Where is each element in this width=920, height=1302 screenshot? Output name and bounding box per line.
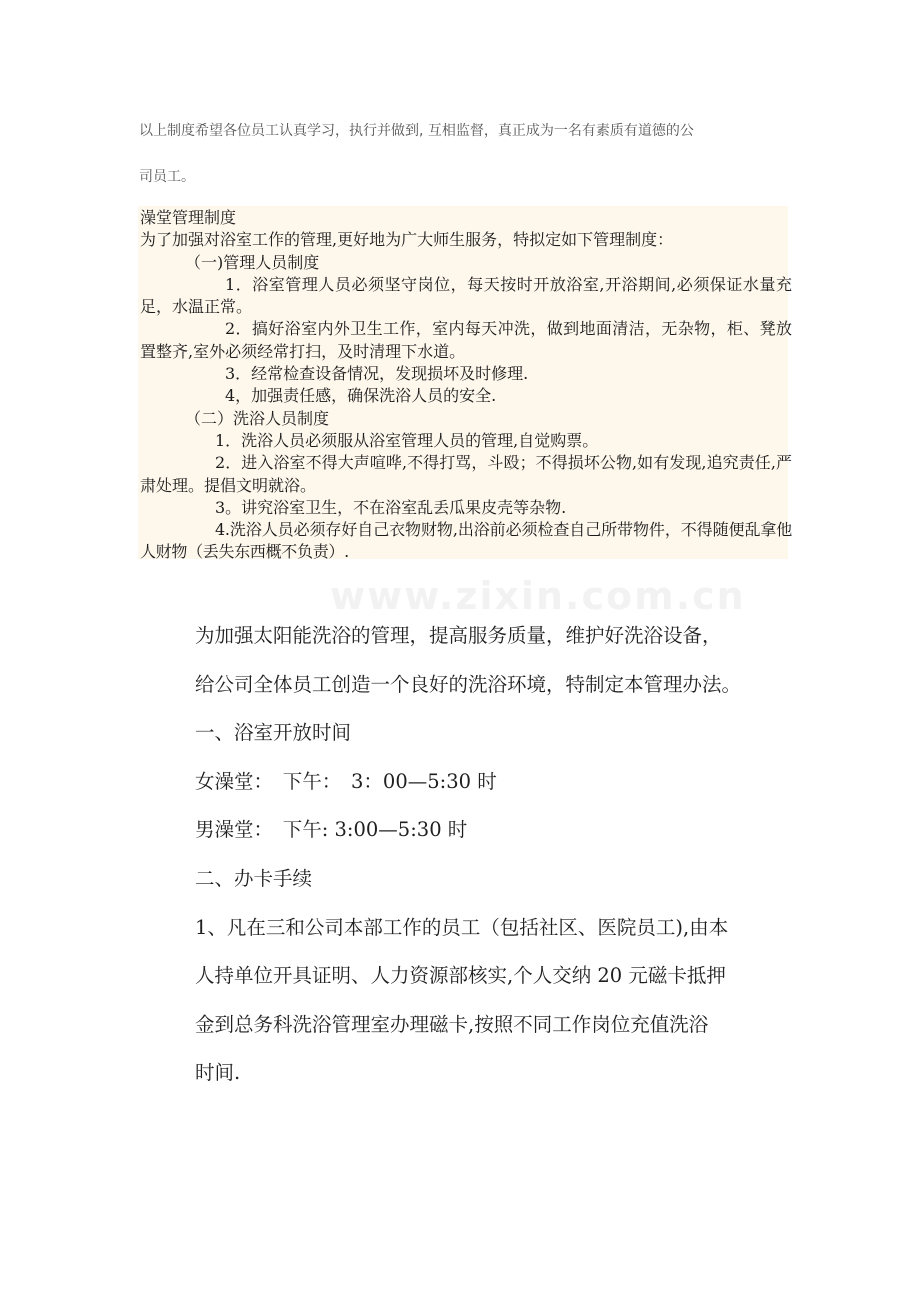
section-heading-opening-hours: 一、浴室开放时间 [195,721,352,745]
watermark: www.zixin.com.cn [330,574,746,618]
intro-paragraph [139,0,789,200]
card-procedure-line-2: 人持单位开具证明、人力资源部核实,个人交纳 20 元磁卡抵押 [195,964,726,988]
section-heading-card-procedure: 二、办卡手续 [195,866,313,890]
intro-line-2: 司员工。 [139,169,195,185]
card-procedure-line-3: 金到总务科洗浴管理室办理磁卡,按照不同工作岗位充值洗浴 [195,1012,709,1036]
section2-item-1: 1．洗浴人员必须服从浴室管理人员的管理,自觉购票。 [215,430,599,450]
section1-item-1: 1．浴室管理人员必须坚守岗位，每天按时开放浴室,开浴期间,必须保证水量充足，水温正常。 [140,274,792,317]
solar-line-1: 为加强太阳能洗浴的管理，提高服务质量，维护好洗浴设备， [195,624,722,647]
women-bath-hours: 女澡堂： 下午： 3：00—5:30 时 [195,769,497,793]
section2-item-2: 2．进入浴室不得大声喧哗,不得打骂，斗殴；不得损坏公物,如有发现,追究责任,严肃处理。提倡文明就浴。 [140,453,792,495]
section1-item-4: 4，加强责任感，确保洗浴人员的安全. [225,386,497,406]
section1-heading: （一)管理人员制度 [185,252,320,272]
solar-line-2: 给公司全体员工创造一个良好的洗浴环境，特制定本管理办法。 [195,672,742,696]
section2-item-3: 3。讲究浴室卫生，不在浴室乱丢瓜果皮壳等杂物. [215,497,567,517]
solar-bath-rules [195,612,795,1098]
card-procedure-line-4: 时间. [195,1061,241,1085]
section1-item-2: 2．搞好浴室内外卫生工作，室内每天冲洗，做到地面清洁，无杂物，柜、凳放置整齐,室外必须经常打扫，及时清理下水道。 [140,319,792,361]
rules-title: 澡堂管理制度 [140,208,237,227]
section2-item-4: 4.洗浴人员必须存好自己衣物财物,出浴前必须检查自己所带物件，不得随便乱拿他人财物（丢失东西概不负责）. [140,520,792,562]
intro-line-1: 以上制度希望各位员工认真学习，执行并做到, 互相监督，真正成为一名有素质有道德的公 [139,123,694,139]
men-bath-hours: 男澡堂： 下午: 3:00—5:30 时 [195,818,468,842]
rules-preamble: 为了加强对浴室工作的管理,更好地为广大师生服务，特拟定如下管理制度： [140,230,674,250]
section2-heading: （二）洗浴人员制度 [185,408,330,428]
card-procedure-line-1: 1、凡在三和公司本部工作的员工（包括社区、医院员工),由本 [195,915,729,939]
section1-item-3: 3．经常检查设备情况，发现损坏及时修理. [225,364,529,384]
bathhouse-rules [140,207,792,564]
